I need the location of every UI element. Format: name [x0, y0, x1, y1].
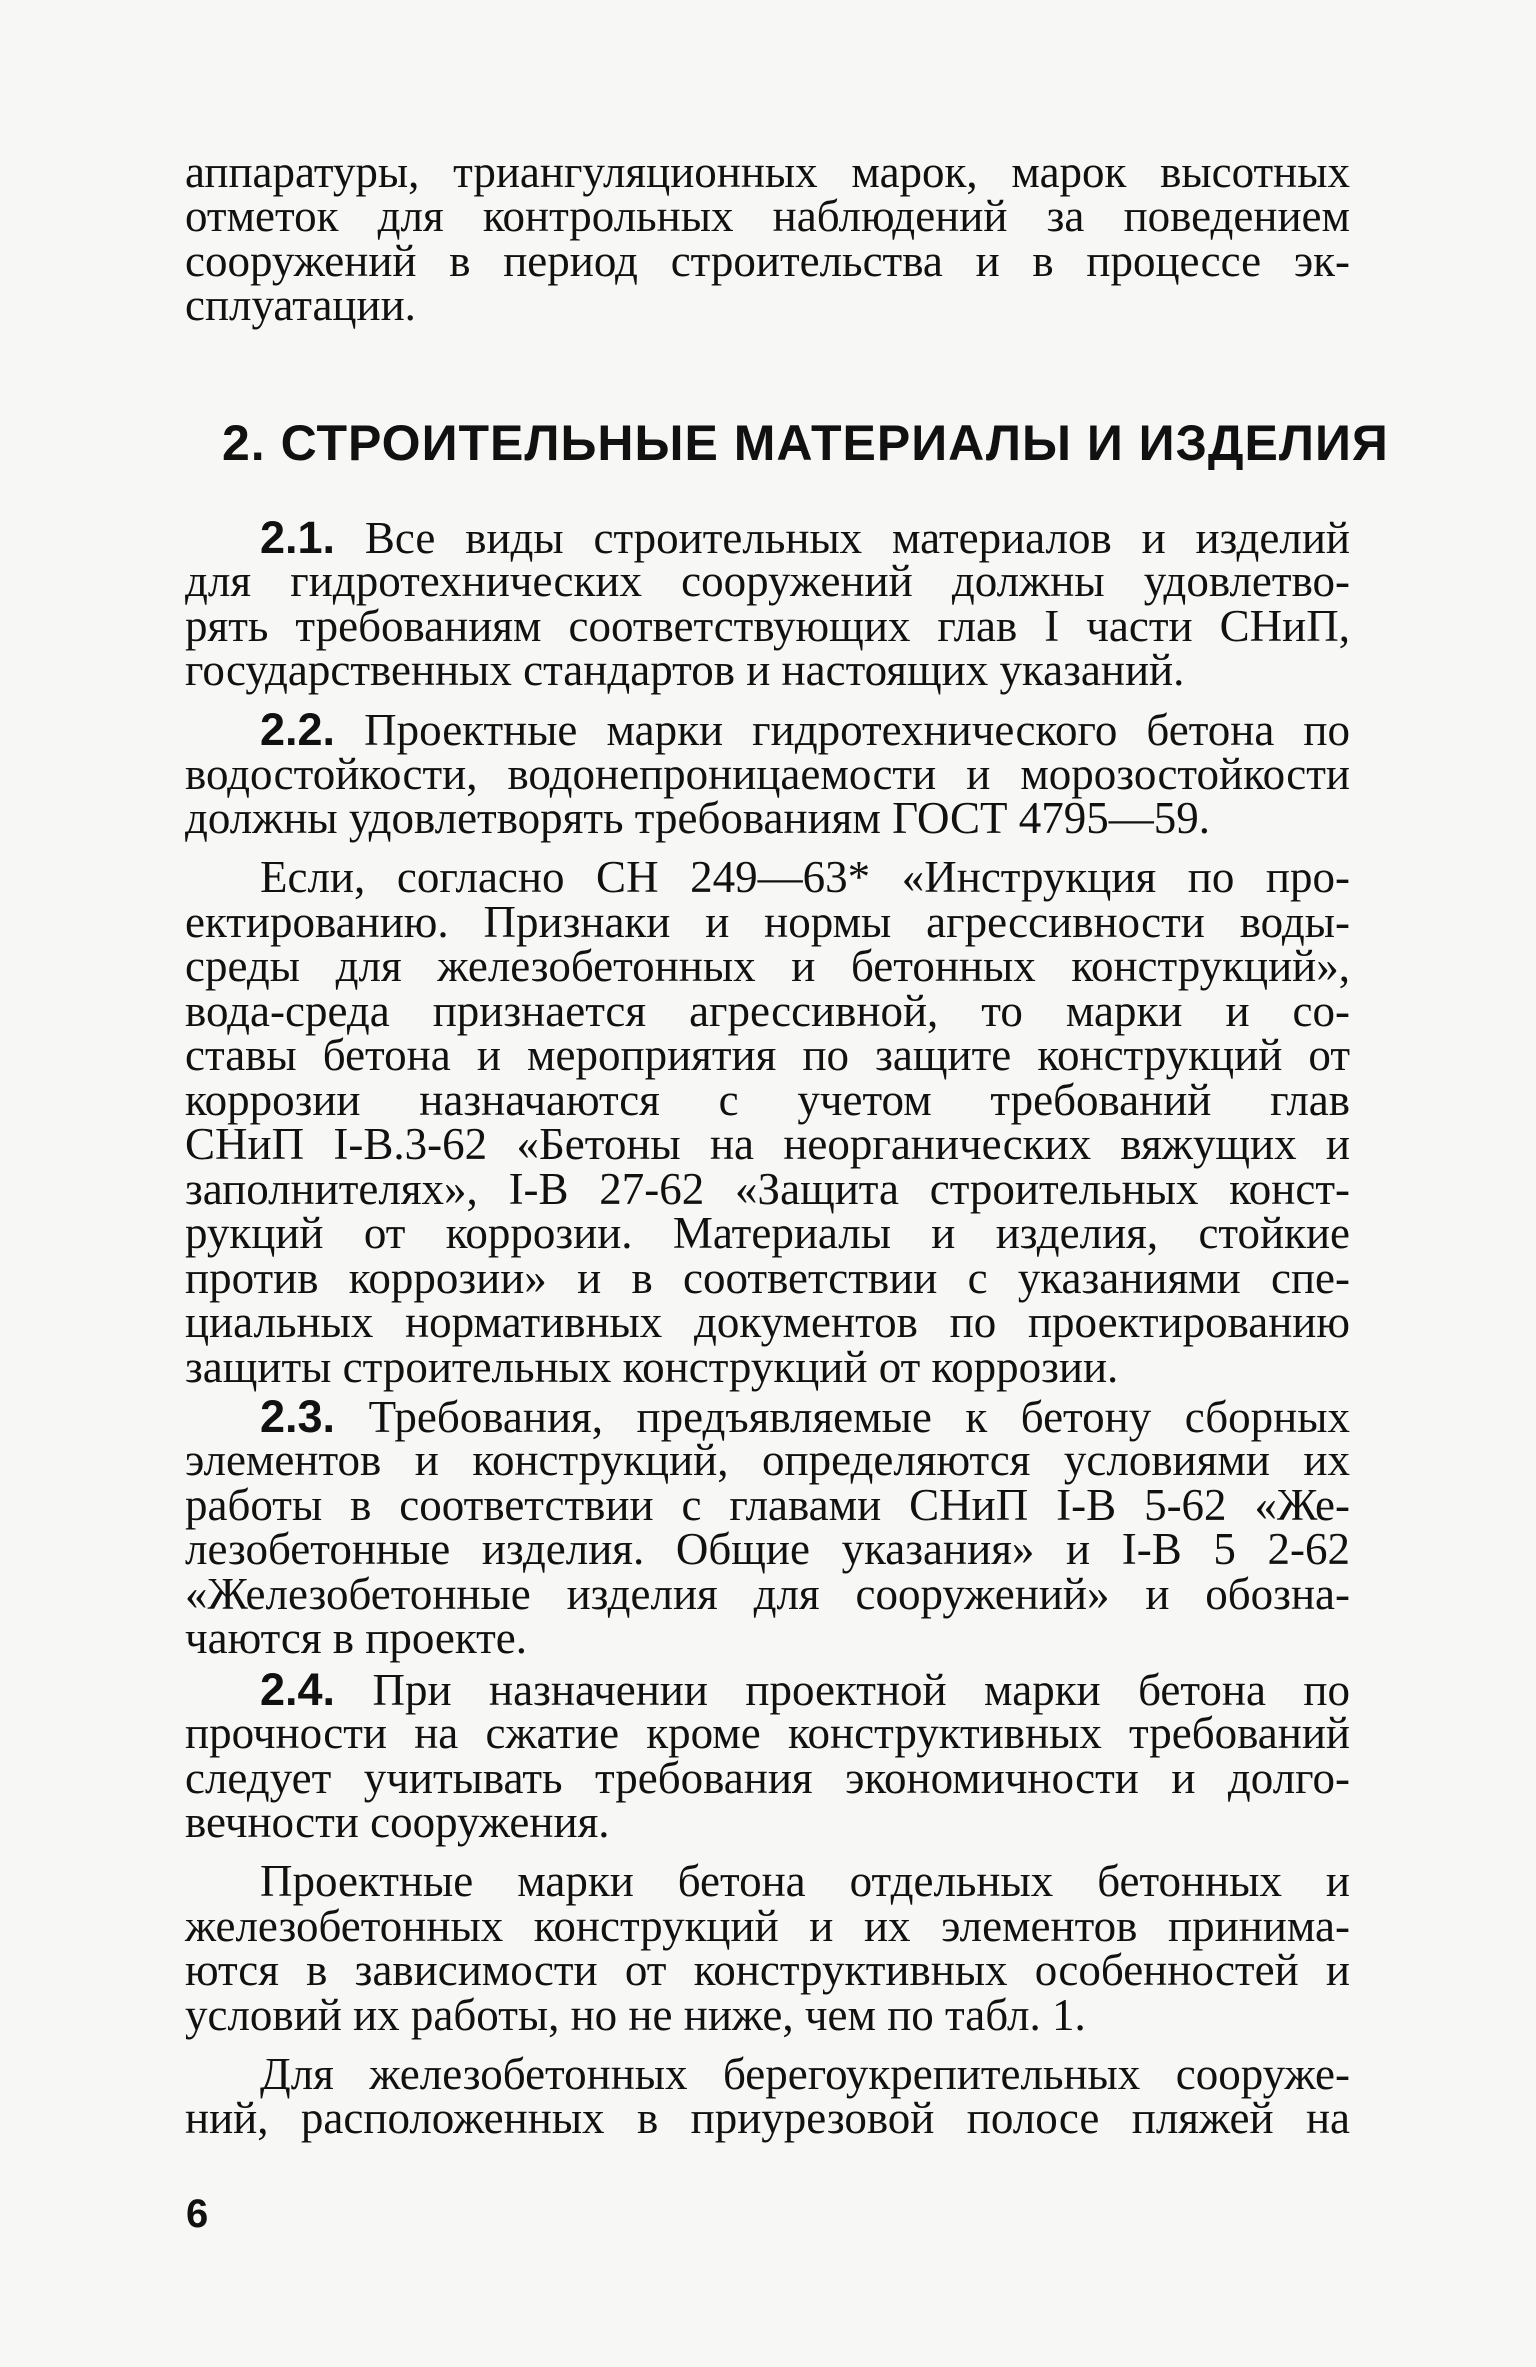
text-line: сооружений в период строительства и в процессе эк-	[185, 236, 1350, 286]
text-line: рукций от коррозии. Материалы и изделия, стойкие	[185, 1208, 1350, 1258]
text-line: лезобетонные изделия. Общие указания» и I-В 5 2-62	[185, 1524, 1350, 1574]
paragraph-number: 2.3.	[260, 1391, 336, 1442]
paragraph-number: 2.2.	[260, 704, 336, 755]
text-line: ектированию. Признаки и нормы агрессивности воды-	[185, 897, 1350, 947]
text-line: железобетонных конструкций и их элементов принима-	[185, 1901, 1350, 1951]
text-line: вечности сооружения.	[185, 1797, 610, 1847]
text-line: коррозии назначаются с учетом требований глав	[185, 1075, 1350, 1125]
paragraph-2-3-first-line	[260, 1391, 1350, 1442]
text-line: государственных стандартов и настоящих указаний.	[185, 645, 1185, 695]
text-line: условий их работы, но не ниже, чем по табл. 1.	[185, 1990, 1086, 2040]
text-line: ний, расположенных в приурезовой полосе пляжей на	[185, 2093, 1350, 2143]
text-line: ставы бетона и мероприятия по защите конструкций от	[185, 1030, 1350, 1080]
text-line: Для железобетонных берегоукрепительных сооруже-	[260, 2049, 1350, 2099]
text-run: Все виды строительных материалов и изделий	[364, 513, 1350, 563]
section-heading: 2. СТРОИТЕЛЬНЫЕ МАТЕРИАЛЫ И ИЗДЕЛИЯ	[222, 415, 1389, 471]
paragraph-number: 2.1.	[260, 512, 336, 563]
text-line: циальных нормативных документов по проектированию	[185, 1297, 1350, 1347]
text-line: водостойкости, водонепроницаемости и морозостойкости	[185, 749, 1350, 799]
text-line: для гидротехнических сооружений должны удовлетво-	[185, 556, 1350, 606]
text-line: Если, согласно СН 249—63* «Инструкция по про-	[260, 852, 1350, 902]
text-line: сплуатации.	[185, 280, 416, 330]
text-run: Проектные марки гидротехнического бетона по	[364, 705, 1350, 755]
text-line: вода-среда признается агрессивной, то марки и со-	[185, 986, 1350, 1036]
paragraph-2-4-first-line	[260, 1664, 1351, 1715]
paragraph-2-1-first-line	[260, 512, 1350, 563]
text-line: работы в соответствии с главами СНиП I-В 5-62 «Же-	[185, 1480, 1350, 1530]
paragraph-2-2-first-line	[260, 704, 1350, 755]
text-line: против коррозии» и в соответствии с указаниями спе-	[185, 1253, 1350, 1303]
text-line: СНиП I-В.3-62 «Бетоны на неорганических вяжущих и	[185, 1119, 1350, 1169]
paragraph-number: 2.4.	[260, 1664, 336, 1715]
text-line: Проектные марки бетона отдельных бетонных и	[260, 1856, 1350, 1906]
text-line: рять требованиям соответствующих глав I части СНиП,	[185, 601, 1350, 651]
text-line: прочности на сжатие кроме конструктивных требований	[185, 1708, 1350, 1758]
text-line: чаются в проекте.	[185, 1613, 528, 1663]
text-run: При назначении проектной марки бетона по	[372, 1665, 1351, 1715]
text-line: ются в зависимости от конструктивных особенностей и	[185, 1945, 1350, 1995]
text-run: Требования, предъявляемые к бетону сборных	[368, 1392, 1350, 1442]
text-line: элементов и конструкций, определяются условиями их	[185, 1435, 1350, 1485]
text-line: защиты строительных конструкций от коррозии.	[185, 1342, 1119, 1392]
text-line: должны удовлетворять требованиям ГОСТ 4795—59.	[185, 793, 1211, 843]
text-line: аппаратуры, триангуляционных марок, марок высотных	[185, 147, 1350, 197]
text-line: отметок для контрольных наблюдений за поведением	[185, 191, 1350, 241]
text-line: следует учитывать требования экономичности и долго-	[185, 1753, 1350, 1803]
text-line: «Железобетонные изделия для сооружений» и обозна-	[185, 1569, 1350, 1619]
text-line: заполнителях», I-В 27-62 «Защита строительных конст-	[185, 1164, 1350, 1214]
text-line: среды для железобетонных и бетонных конструкций»,	[185, 941, 1350, 991]
page-number: 6	[186, 2192, 209, 2236]
